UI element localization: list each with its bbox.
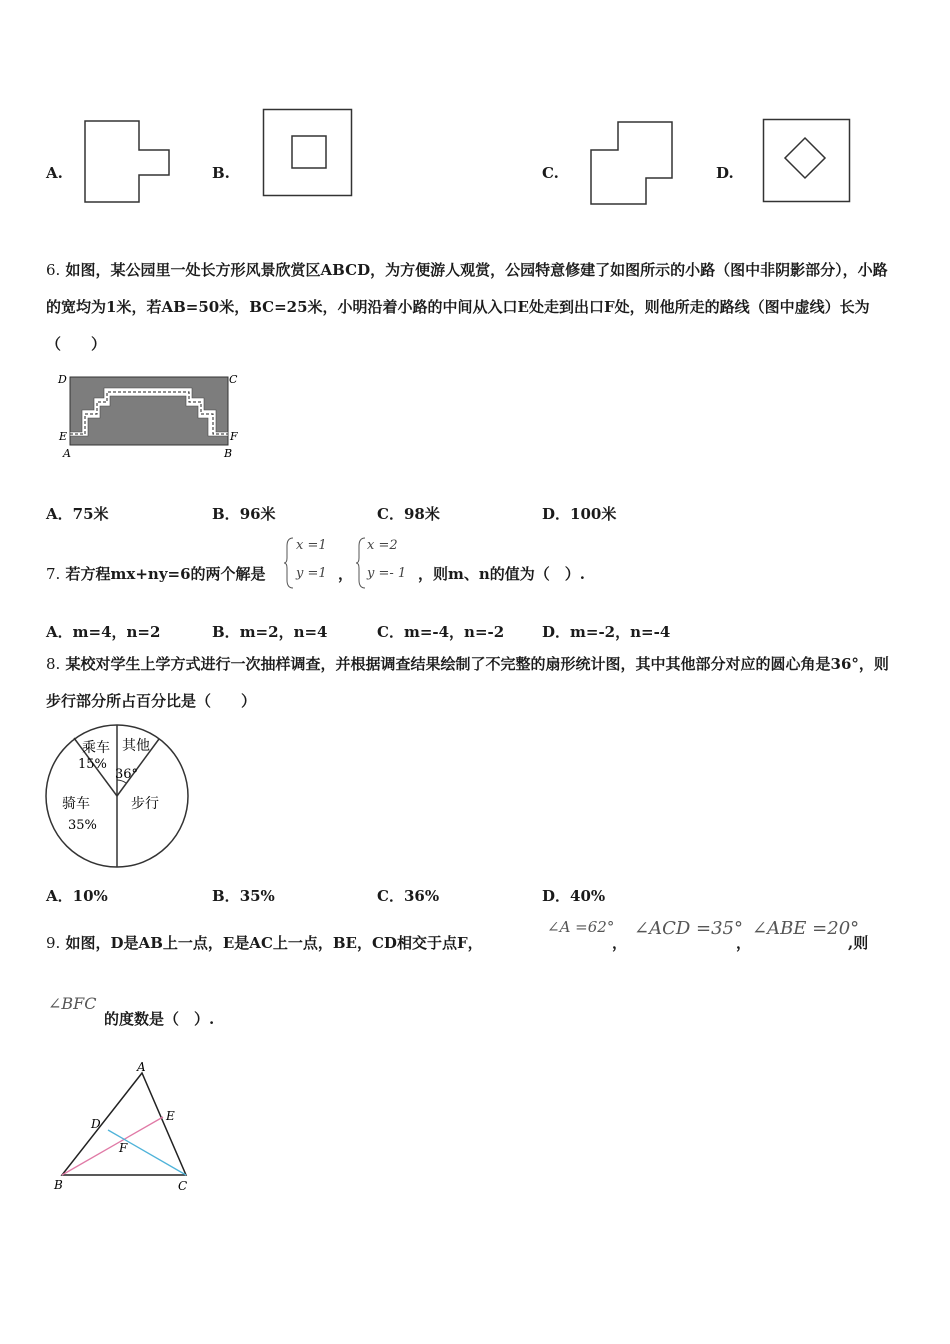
pie-label-chengche: 乘车 [82, 740, 110, 756]
pie-label-qita-angle: 36° [115, 767, 139, 782]
q5-option-b-figure [262, 108, 354, 198]
q8-option-c-text: 36% [403, 887, 440, 905]
q9-text [46, 932, 483, 953]
q8-option-c [377, 885, 439, 906]
q6-option-b-label: B． [212, 505, 240, 523]
q6-option-b-text: 96米 [239, 505, 276, 523]
q9-angle-abe: ∠ABE =20° [752, 918, 860, 939]
fig9-label-e: E [166, 1109, 175, 1123]
q7-option-d-text: m=-2，n=-4 [570, 623, 671, 641]
pie-label-buxing: 步行 [131, 796, 159, 812]
q5-option-b-label: B. [212, 164, 230, 182]
q6-stem: 如图，某公园里一处长方形风景欣赏区ABCD，为方便游人观赏，公园特意修建了如图所示的小路（图中非阴影部分），小路的宽均为1米，若AB=50米，BC=25米，小明沿着小路的中间从入口E处走到出口F处，则他所走的路线（图中虚线）长为（ ） [46, 261, 888, 353]
q7-brace-1 [283, 536, 295, 590]
q6-option-c-label: C． [377, 505, 404, 523]
q7-stem-after: ，则m、n的值为（ ）. [418, 565, 586, 583]
q7-option-c-label: C． [377, 623, 404, 641]
q8-option-b-label: B． [212, 887, 240, 905]
fig6-label-b: B [224, 447, 233, 460]
q8-option-d [542, 885, 605, 906]
fig9-label-c: C [178, 1179, 188, 1193]
q7-option-a [46, 621, 160, 642]
q9-angle-a: ∠A =62° [547, 918, 615, 936]
fig9-label-a: A [137, 1060, 146, 1074]
q8-option-d-label: D． [542, 887, 571, 905]
q8-option-b [212, 885, 275, 906]
q9-sep-1: ， [612, 934, 628, 952]
q6-option-a-text: 75米 [72, 505, 109, 523]
segment-be [62, 1117, 163, 1175]
q5-option-a-figure [84, 120, 174, 204]
q8-pie-figure [42, 724, 192, 870]
q9-angle-acd: ∠ACD =35° [634, 918, 743, 939]
q8-option-a-text: 10% [72, 887, 108, 905]
q6-option-a-label: A． [46, 505, 73, 523]
q8-text [46, 646, 896, 720]
triangle-abc [62, 1073, 186, 1175]
q7-system1-eq1: x =1 [296, 538, 327, 553]
q7-option-b [212, 621, 327, 642]
fig6-label-c: C [229, 373, 238, 386]
q6-option-c-text: 98米 [403, 505, 440, 523]
q6-option-d [542, 503, 616, 524]
q7-system1-eq2: y =1 [296, 566, 327, 581]
q7-option-c [377, 621, 504, 642]
pie-label-chengche-pct: 15% [78, 757, 107, 772]
q6-option-a [46, 503, 109, 524]
q7-option-a-text: m=4，n=2 [72, 623, 161, 641]
q5-option-d-figure [762, 118, 852, 204]
q7-brace-2 [355, 536, 367, 590]
q8-stem: 某校对学生上学方式进行一次抽样调查，并根据调查结果绘制了不完整的扇形统计图，其中其他部分对应的圆心角是36°，则步行部分所占百分比是（ ） [46, 655, 889, 710]
fig9-label-f: F [119, 1141, 128, 1155]
q7-system2-eq2: y =- 1 [367, 566, 407, 581]
q7-option-a-label: A． [46, 623, 73, 641]
q7-option-b-label: B． [212, 623, 240, 641]
fig6-label-d: D [58, 373, 67, 386]
q6-option-c [377, 503, 440, 524]
q5-option-d-label: D. [716, 164, 734, 182]
q7-separator: ， [338, 565, 354, 583]
q7-option-c-text: m=-4，n=-2 [403, 623, 505, 641]
fig9-label-d: D [91, 1117, 101, 1131]
q5-option-a-label: A. [46, 164, 63, 182]
q7-option-d-label: D． [542, 623, 571, 641]
q6-number: 6. [46, 261, 61, 279]
q9-sep-2: ， [736, 934, 752, 952]
q9-angle-bfc: ∠BFC [48, 994, 97, 1013]
q7-number: 7. [46, 565, 61, 583]
q6-option-d-label: D． [542, 505, 571, 523]
q8-number: 8. [46, 655, 61, 673]
q5-option-c-figure [588, 120, 676, 208]
q6-figure [56, 370, 246, 462]
q5-option-c-label: C. [542, 164, 559, 182]
q7-option-b-text: m=2，n=4 [239, 623, 328, 641]
q9-stem: 如图，D是AB上一点，E是AC上一点，BE，CD相交于点F， [65, 934, 483, 952]
q6-option-b [212, 503, 276, 524]
pie-label-qita: 其他 [122, 738, 150, 754]
q8-option-a [46, 885, 108, 906]
q8-option-a-label: A． [46, 887, 73, 905]
q7-text [46, 563, 266, 584]
q6-option-d-text: 100米 [570, 505, 617, 523]
q8-option-d-text: 40% [570, 887, 606, 905]
fig6-label-f: F [230, 430, 238, 443]
pie-label-qiche-pct: 35% [68, 818, 97, 833]
q6-text [46, 252, 896, 363]
pie-label-qiche: 骑车 [62, 796, 90, 812]
q9-triangle-figure [50, 1060, 200, 1196]
q9-stem-after: 的度数是（ ）. [104, 1010, 215, 1028]
q8-option-c-label: C． [377, 887, 404, 905]
q7-system2-eq1: x =2 [367, 538, 398, 553]
q9-number: 9. [46, 934, 61, 952]
q8-option-b-text: 35% [239, 887, 275, 905]
fig6-label-e: E [59, 430, 68, 443]
q7-option-d [542, 621, 670, 642]
q7-stem-before: 若方程mx+ny=6的两个解是 [65, 565, 266, 583]
q9-then: ,则 [848, 934, 869, 952]
fig9-label-b: B [54, 1178, 63, 1192]
fig6-label-a: A [63, 447, 71, 460]
